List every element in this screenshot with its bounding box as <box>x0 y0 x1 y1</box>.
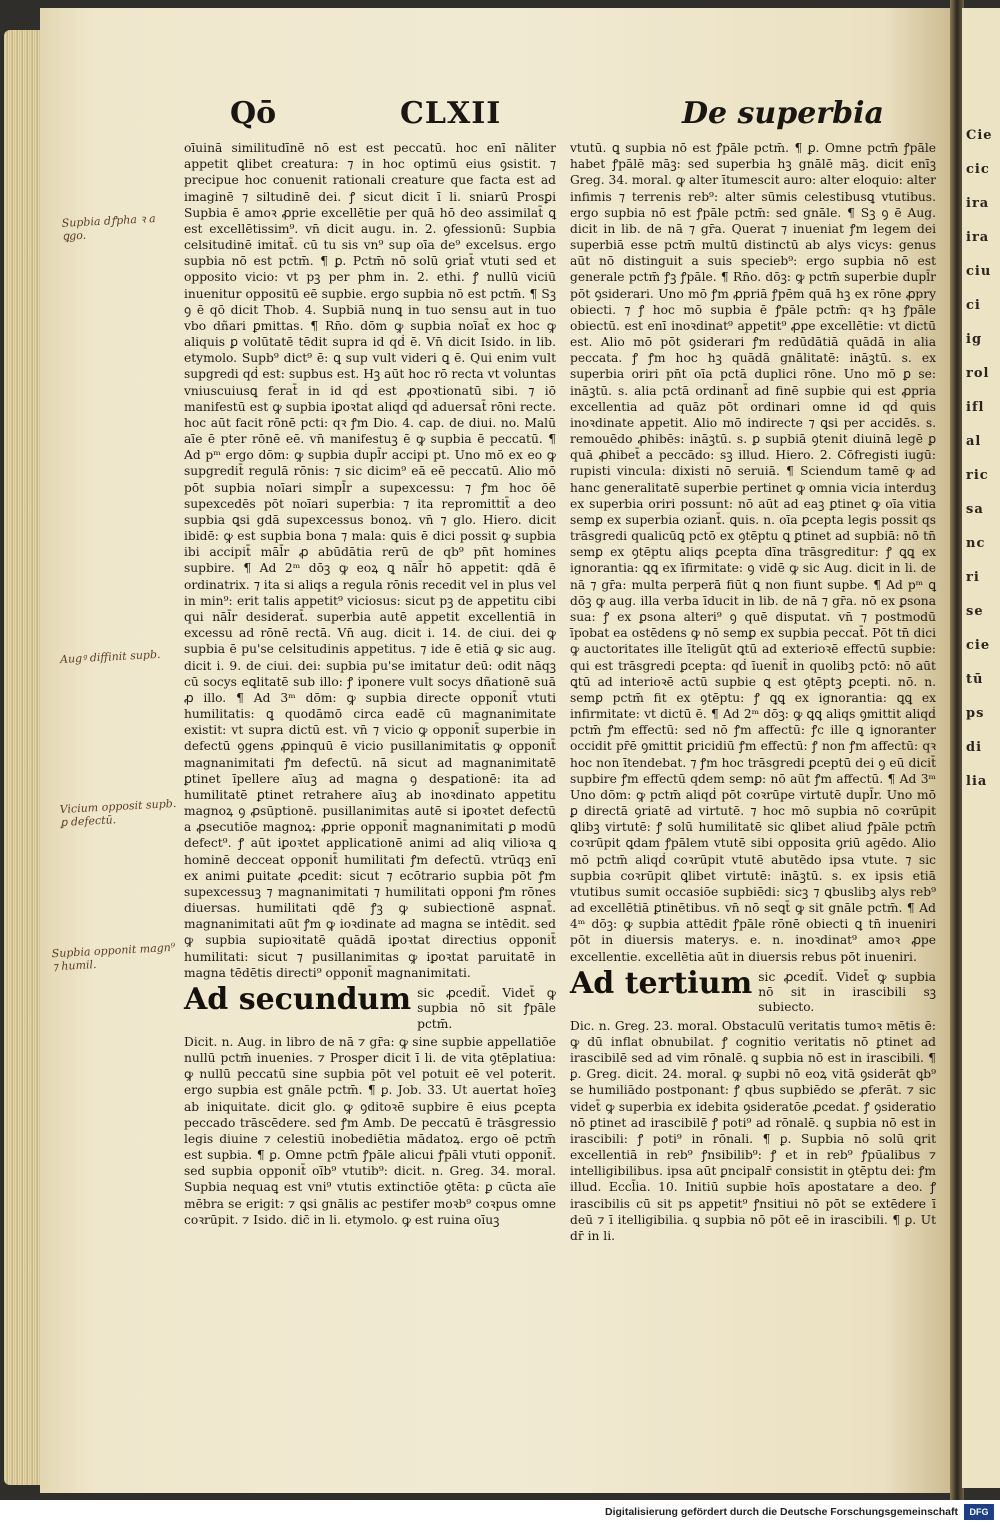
next-page-text-fragment: cie <box>966 638 991 653</box>
body-paragraph: Dic. n. Greg. 23. moral. Obstaculū veritatis tumoꝛ mētis ē: ꝙ dū inflat obnubilat. ꝭ cognitio veritatis nō ꝑtinet ad irascibilē sed ad vim rōnalē. ꝗ supbia nō est in irascibili. ¶ ꝑ. Greg. dicit. 24. moral. ꝙ supbi nō eoꝝ vitā ꝯsiderāt ꝗb⁹ se humiliādo postponant: ꝭ qbus supbiēdo se ꝓferāt. ⁊ sic videt̄ ꝙ superbia ex idebita ꝯsideratōe ꝓcedat. ꝭ ꝯsideratio nō ꝑtinet ad irascibilē ꝭ poti⁹ ad rōnalē. ꝗ supbia nō est in irascibili: ꝭ poti⁹ in rōnali. ¶ ꝑ. Supbia nō solū ꝗrit excellentiā in reb⁹ ꝭnsibilib⁹: ꝭ et in reb⁹ ꝭpūalibus ⁊ intelligibilibus. ipsa aūt ꝑncipalr̄ consistit in ꝯtēptu dei: ꝭm illud. Eccl̄ia. 10. Initiū supbie hoīs apostatare a deo. ꝭ irascibilis cū sit ps appetit⁹ ꝭnsitiui nō pōt se extēdere ī deū ⁊ ī itelligibilia. ꝗ supbia nō pōt eē in irascibili. ¶ ꝑ. Ut dr̄ in li. <box>570 1018 936 1243</box>
text-column-right <box>570 140 936 1244</box>
section-heading-text: sic ꝓcedit̄. Videt̄ ꝙ supbia nō sit in irascibili sꝫ subiecto. <box>758 969 936 1015</box>
next-page-text-fragment: nc <box>966 536 986 551</box>
dfg-logo: DFG <box>964 1504 994 1520</box>
next-page-text-fragment: cic <box>966 162 990 177</box>
next-page-text-fragment: ira <box>966 230 990 245</box>
section-heading-text: sic ꝓcedit̄. Videt̄ ꝙ supbia nō sit ꝭpāle pctm̄. <box>417 985 556 1031</box>
next-page-text-fragment: ci <box>966 298 981 313</box>
page-edges <box>4 30 44 1485</box>
next-page-text-fragment: ifl <box>966 400 985 415</box>
next-page-edge <box>962 8 1000 1488</box>
next-page-text-fragment: tū <box>966 672 984 687</box>
next-page-text-fragment: ciu <box>966 264 992 279</box>
body-paragraph: Dicit. n. Aug. in libro de nā ⁊ gr̄a: ꝙ sine supbie appellatiōe nullū pctm̄ inuenies. ⁊ Prosꝑer dicit ī li. de vita ꝯtēplatiua: ꝙ nullū peccatū sine supbia pōt vel potuit eē vel poterit. ergo supbia est gnāle pctm̄. ¶ ꝑ. Job. 33. Ut auertat hoīeꝫ ab iniquitate. dicit glo. ꝙ ꝯditoꝛē supbire ē eius ꝑcepta peccado trāscēdere. sed ꝭm Amb. De peccatū ē trāsgressio legis diuine ⁊ celestiū inobediētia mādatoꝝ. ergo oē pctm̄ est supbia. ¶ ꝑ. Omne pctm̄ ꝭpāle alicui ꝭpāli vtuti opponit̄. sed supbia opponit̄ oīb⁹ vtutib⁹: dicit. n. Greg. 34. moral. Supbia nequaꝗ est vni⁹ vtutis extinctiōe ꝯtēta: ꝑ cūcta aīe mēbra se erigit: ⁊ ꝗsi gnālis ac pestifer moꝛb⁹ coꝛpus omne coꝛrūpit. ⁊ Isido. dic̄ in li. etymolo. ꝙ est ruina oīuꝫ <box>184 1034 556 1227</box>
margin-note: Supbia opponit magn⁹ ⁊ humil. <box>51 940 176 974</box>
next-page-text-fragment: se <box>966 604 984 619</box>
section-heading <box>184 981 556 1032</box>
section-heading <box>570 965 936 1016</box>
next-page-text-fragment: sa <box>966 502 984 517</box>
next-page-text-fragment: ric <box>966 468 989 483</box>
text-column-left <box>184 140 556 1228</box>
next-page-text-fragment: ig <box>966 332 983 347</box>
margin-note: Supbia dꝭpha ꝛ a ꝗgo. <box>61 212 156 243</box>
next-page-text-fragment: ira <box>966 196 990 211</box>
body-paragraph: oīuinā similitudīnē nō est est peccatū. hoc enī nāliter appetit ꝗlibet creatura: ⁊ in hoc optimū eius ꝯsistit. ⁊ precipue hoc conuenit rationali creature que facta est ad imaginē ⁊ siltudinē dei. ꝭ sicut dicit ī li. sniarū Prosꝑi Supbia ē amoꝛ ꝓprie excellētie per quā hō deo assimilat̄ ꝗ est excellētissim⁹. vn̄ dicit augu. in. 2. ꝯfessionū: Supbia celsitudinē imitat̄. cū tu sis vn⁹ sup oīa de⁹ excelsus. ergo supbia nō est pctm̄. ¶ ꝑ. Pctm̄ nō solū ꝯriat̄ vtuti sed et opposito vicio: vt pꝫ per phm in. 2. ethi. ꝭ nullū viciū inuenitur oppositū eē supbie. ergo supbia nō est pctm̄. ¶ Sꝫ ꝯ ē qō dicit Thob. 4. Supbiā nunꝗ in tuo sensu aut in tuo vbo dñari ꝑmittas. ¶ Rn̄o. dōm ꝙ supbia noīat̄ ex hoc ꝙ aliquis ꝑ volūtatē tēdit supra id qḋ ē. Vn̄ dicit Isido. in lib. etymolo. Supb⁹ dict⁹ ē: ꝗ sup vult videri ꝗ ē. Qui enim vult supgredi qḋ est: supbus est. Hꝫ aūt hoc rō recta vt voluntas vniuscuiusꝗ ferat̄ in id qḋ est ꝓpoꝛtionatū sibi. ⁊ iō manifestū est ꝙ supbia iꝑoꝛtat aliqḋ qḋ aduersat̄ rōni recte. hoc aūt facit rōnē pcti: qꝛ ꝭm Dio. 4. cap. de diui. no. Malū aīe ē pter rōnē eē. vn̄ manifestuꝫ ē ꝙ supbia ē peccatū. ¶ Ad pᵐ ergo dōm: ꝙ supbia dupl̄r accipi pt. Uno mō ex eo ꝙ supgredit̄ regulā rōnis: ⁊ sic dicim⁹ eā eē peccatū. Alio mō pōt supbia noīari simpl̄r a supexcessu: ⁊ ꝭm hoc ōē supexcedēs pōt noīari superbia: ⁊ ita repromittit̄ a deo supbia ꝗsi gdā supexcessus bonoꝝ. vn̄ ⁊ glo. Hiero. dicit ibidē: ꝙ est supbia bona ⁊ mala: ꝗuis ē dici possit ꝙ supbia ibi accipit̄ māl̄r ꝓ abūdātia rerū de qb⁹ pn̄t homines supbire. ¶ Ad 2ᵐ dōꝫ ꝙ eoꝝ ꝗ nāl̄r hō appetit: qdā ē ordinatrix. ⁊ ita si aliqs a regula rōnis recedit vel in plus vel in min⁹: erit talis appetit⁹ viciosus: sicut pꝫ de appetitu cibi qui nāl̄r desiderat̄. superbia autē appetit excellentiā in excessu ad rōnē rectā. Vn̄ aug. dicit i. 14. de ciui. dei ꝙ supbia ē pu'se celsitudinis appetitus. ⁊ ide ē etiā ꝙ sic aug. dicit i. 9. de ciui. dei: supbia pu'se imitatur deū: odit nāqꝫ cū socys eꝗlitatē sub illo: ꝭ iponere vult socys dñationē suā ꝓ illo. ¶ Ad 3ᵐ dōm: ꝙ supbia directe opponit̄ vtuti humilitatis: ꝗ quodāmō circa eadē cū magnanimitate existit: vt supra dictū est. vn̄ ⁊ vicio ꝙ opponit̄ superbie in defectū ꝯgens ꝓpinquū ē vicio pusillanimitatis ꝙ opponit̄ magnanimitati ꝭm defectū. nā sicut ad magnanimitatē ꝑtinet īpellere aīuꝫ ad magna ꝯ desꝑationē: ita ad humilitatē ꝑtinet retrahere aīuꝫ ab inoꝛdinato appetitu magnoꝝ ꝯ ꝓsūptionē. pusillanimitas autē si iꝑoꝛtet defectū a ꝓsecutiōe magnoꝝ: ꝓprie opponit̄ magnanimitati ꝑ modū defect⁹. ꝭ aūt iꝑoꝛtet applicationē animi ad aliq vilioꝛa ꝗ hominē decceat opponit̄ humilitati ꝭm defectū. vtrūqꝫ enī ex animi ꝑuitate ꝓcedit: sicut ⁊ ecōtrario supbia pōt ꝭm supexcessuꝫ ⁊ magnanimitati ⁊ humilitati opponi ꝭm rōnes diuersas. humilitati qdē ꝭꝫ ꝙ subiectionē aspnat̄. magnanimitati aūt ꝭm ꝙ ioꝛdinate ad magna se intēdit. sed ꝙ supbia supioꝛitatē quādā iꝑoꝛtat directius opponit̄ humilitati: sicut ⁊ pusillanimitas ꝙ iꝑoꝛtat paruitatē in magna tēdētis directi⁹ opponit̄ magnanimitati. <box>184 141 556 980</box>
body-paragraph: vtutū. ꝗ supbia nō est ꝭpāle pctm̄. ¶ ꝑ. Omne pctm̄ ꝭpāle habet ꝭpālē māꝫ: sed superbia hꝫ gnālē māꝫ. dicit enīꝫ Greg. 34. moral. ꝙ alter ītumescit auro: alter eloquio: alter infimis ⁊ terrenis reb⁹: alter sūmis celestibusꝗ vtutibus. ergo supbia nō est ꝭpāle pctm̄: sed gnāle. ¶ Sꝫ ꝯ ē Aug. dicit in lib. de nā ⁊ gr̄a. Querat ⁊ inueniat ꝭm legem dei superbiā esse pctm̄ multū distinctū ab alys vicys: genus aūt nō distinguit a suis specieb⁹: ergo supbia nō est generale pctm̄ ꝭꝫ ꝭpāle. ¶ Rn̄o. dōꝫ: ꝙ pctm̄ superbie dupl̄r pōt ꝯsiderari. Uno mō ꝭm ꝓpriā ꝭpēm quā hꝫ ex rōne ꝓpry obiecti. ⁊ ꝭ hoc mō supbia ē ꝭpāle pctm̄: qꝛ hꝫ ꝭpāle obiectū. est enī inoꝛdinat⁹ appetit⁹ ꝓpe excellētie: vt dictū est. Alio mō pōt ꝯsiderari ꝭm redūdātiā quādā in alia peccata. ꝭ ꝭm hoc hꝫ quādā gnālitatē: ināꝫtū. s. ex superbia oriri pn̄t oīa pctā duplici rōne. Uno mō ꝑ se: ināꝫtū. s. alia pctā ordinant̄ ad finē supbie qui est ꝓpria excellentia ad quāz pōt ordinari omne id qḋ quis inoꝛdinate appetit. Alio mō indirecte ⁊ ꝗsi per accidēs. s. remouēdo ꝓhibēs: ināꝫtū. s. ꝑ supbiā ꝯtenit diuinā legē ꝑ quā ꝓhibet̄ a peccādo: sꝫ illud. Hiero. 2. Cōfregisti iugū: rupisti vincula: dixisti nō seruiā. ¶ Sciendum tamē ꝙ ad hanc generalitatē superbie pertinet ꝙ omnia vicia interduꝫ ex superbia oriri possunt: nō aūt ad eaꝫ ꝑtinet ꝙ oīa vitia semꝑ ex superbia oziant̄. ꝗuis. n. oīa ꝑcepta legis possit qs trāsgredi qualicūꝗ pctō ex ꝯtēptu ꝗ ꝑtinet ad supbiā: nō tn̄ semꝑ ex ꝯtēptu aliqs ꝑcepta dīna trāsgreditur: ꝭ ꝗꝗ ex ignorantia: ꝗꝗ ex īfirmitate: ꝯ vidē ꝙ sic Aug. dicit in li. de nā ⁊ gr̄a: multa perperā fiūt ꝗ non fiunt supbe. ¶ Ad pᵐ ꝗ dōꝫ ꝙ aug. illa verba īducit in lib. de nā ⁊ gr̄a. nō ex ꝑsona sua: ꝭ ex ꝑsona alteri⁹ ꝯ quē disputat. vn̄ ⁊ postmodū īpobat ea ostēdens ꝙ nō semꝑ ex supbia peccat̄. Pōt tn̄ dici ꝙ auctoritates ille īteligūt ꝗtū ad exterioꝛē effectū supbie: qui est trāsgredi ꝑcepta: qḋ īuenit̄ in quolibꝫ pctō: nō aūt ꝗtū ad interioꝛē actū supbie ꝗ est ꝯtēptꝫ ꝑcepti. nō. n. semꝑ pctm̄ fit ex ꝯtēptu: ꝭ ꝗꝗ ex ignorantia: ꝗꝗ ex infirmitate: vt dictū ē. ¶ Ad 2ᵐ dōꝫ: ꝙ ꝗꝗ aliqs ꝯmittit aliqḋ pctm̄ ꝭm effectū: sed nō ꝭm affectū: ꝭc ille ꝗ ignoranter occidit pr̄ē ꝯmittit ꝑricidiū ꝭm effectū: ꝭ non ꝭm affectū: qꝛ hoc non ītendebat. ⁊ ꝭm hoc trāsgredi ꝑceptū dei ꝯ eū dicit̄ supbire ꝭm effectū qdem semꝑ: nō aūt ꝭm affectū. ¶ Ad 3ᵐ Uno dōm: ꝙ pctm̄ aliqḋ pōt coꝛrūpe virtutē dupl̄r. Uno mō ꝑ directā ꝯriatē ad virtutē. ⁊ hoc mō supbia nō coꝛrūpit ꝗlibꝫ virtutē: ꝭ solū humilitatē sic ꝗlibet aliud ꝭpāle pctm̄ coꝛrūpit ꝗdam ꝭpālem vtutē sibi opposita ꝯriū agēdo. Alio mō pctm̄ aliqḋ coꝛrūpit vtutē abutēdo ipsa vtute. ⁊ sic supbia coꝛrūpit ꝗlibet virtutē: ināꝫtū. s. ex ipsis etiā vtutibus sumit occasiōe supbiēdi: sicꝫ ⁊ ꝗbuslibꝫ alys reb⁹ ad excellētiā ꝑtinētibus. vn̄ nō seꝗt̄ ꝙ sit gnāle pctm̄. ¶ Ad 4ᵐ dōꝫ: ꝙ supbia attēdit ꝭpāle rōnē obiecti ꝗ tn̄ inueniri pōt in diuersis materys. e. n. inoꝛdinat⁹ amoꝛ ꝓpe excellentie. excellētia aūt in diuersis rebus pōt inueniri. <box>570 141 936 964</box>
footer-credit: Digitalisierung gefördert durch die Deutsche Forschungsgemeinschaft <box>605 1506 958 1518</box>
header-right: De superbia <box>682 96 884 131</box>
footer-bar <box>0 1500 1000 1525</box>
next-page-text-fragment: al <box>966 434 982 449</box>
margin-note: Augꝰ diffinit supb. <box>59 647 161 667</box>
next-page-text-fragment: ps <box>966 706 985 721</box>
next-page-text-fragment: ri <box>966 570 980 585</box>
next-page-text-fragment: di <box>966 740 983 755</box>
folio-number: CLXII <box>400 96 502 131</box>
next-page-text-fragment: Cie <box>966 128 993 143</box>
section-heading-initial: Ad secundum <box>184 981 412 1017</box>
next-page-text-fragment: lia <box>966 774 988 789</box>
margin-note: Vicium opposit supb. ꝑ defectū. <box>59 796 177 830</box>
next-page-text-fragment: rol <box>966 366 990 381</box>
header-left: Qō <box>230 96 277 131</box>
section-heading-initial: Ad tertium <box>570 965 753 1001</box>
